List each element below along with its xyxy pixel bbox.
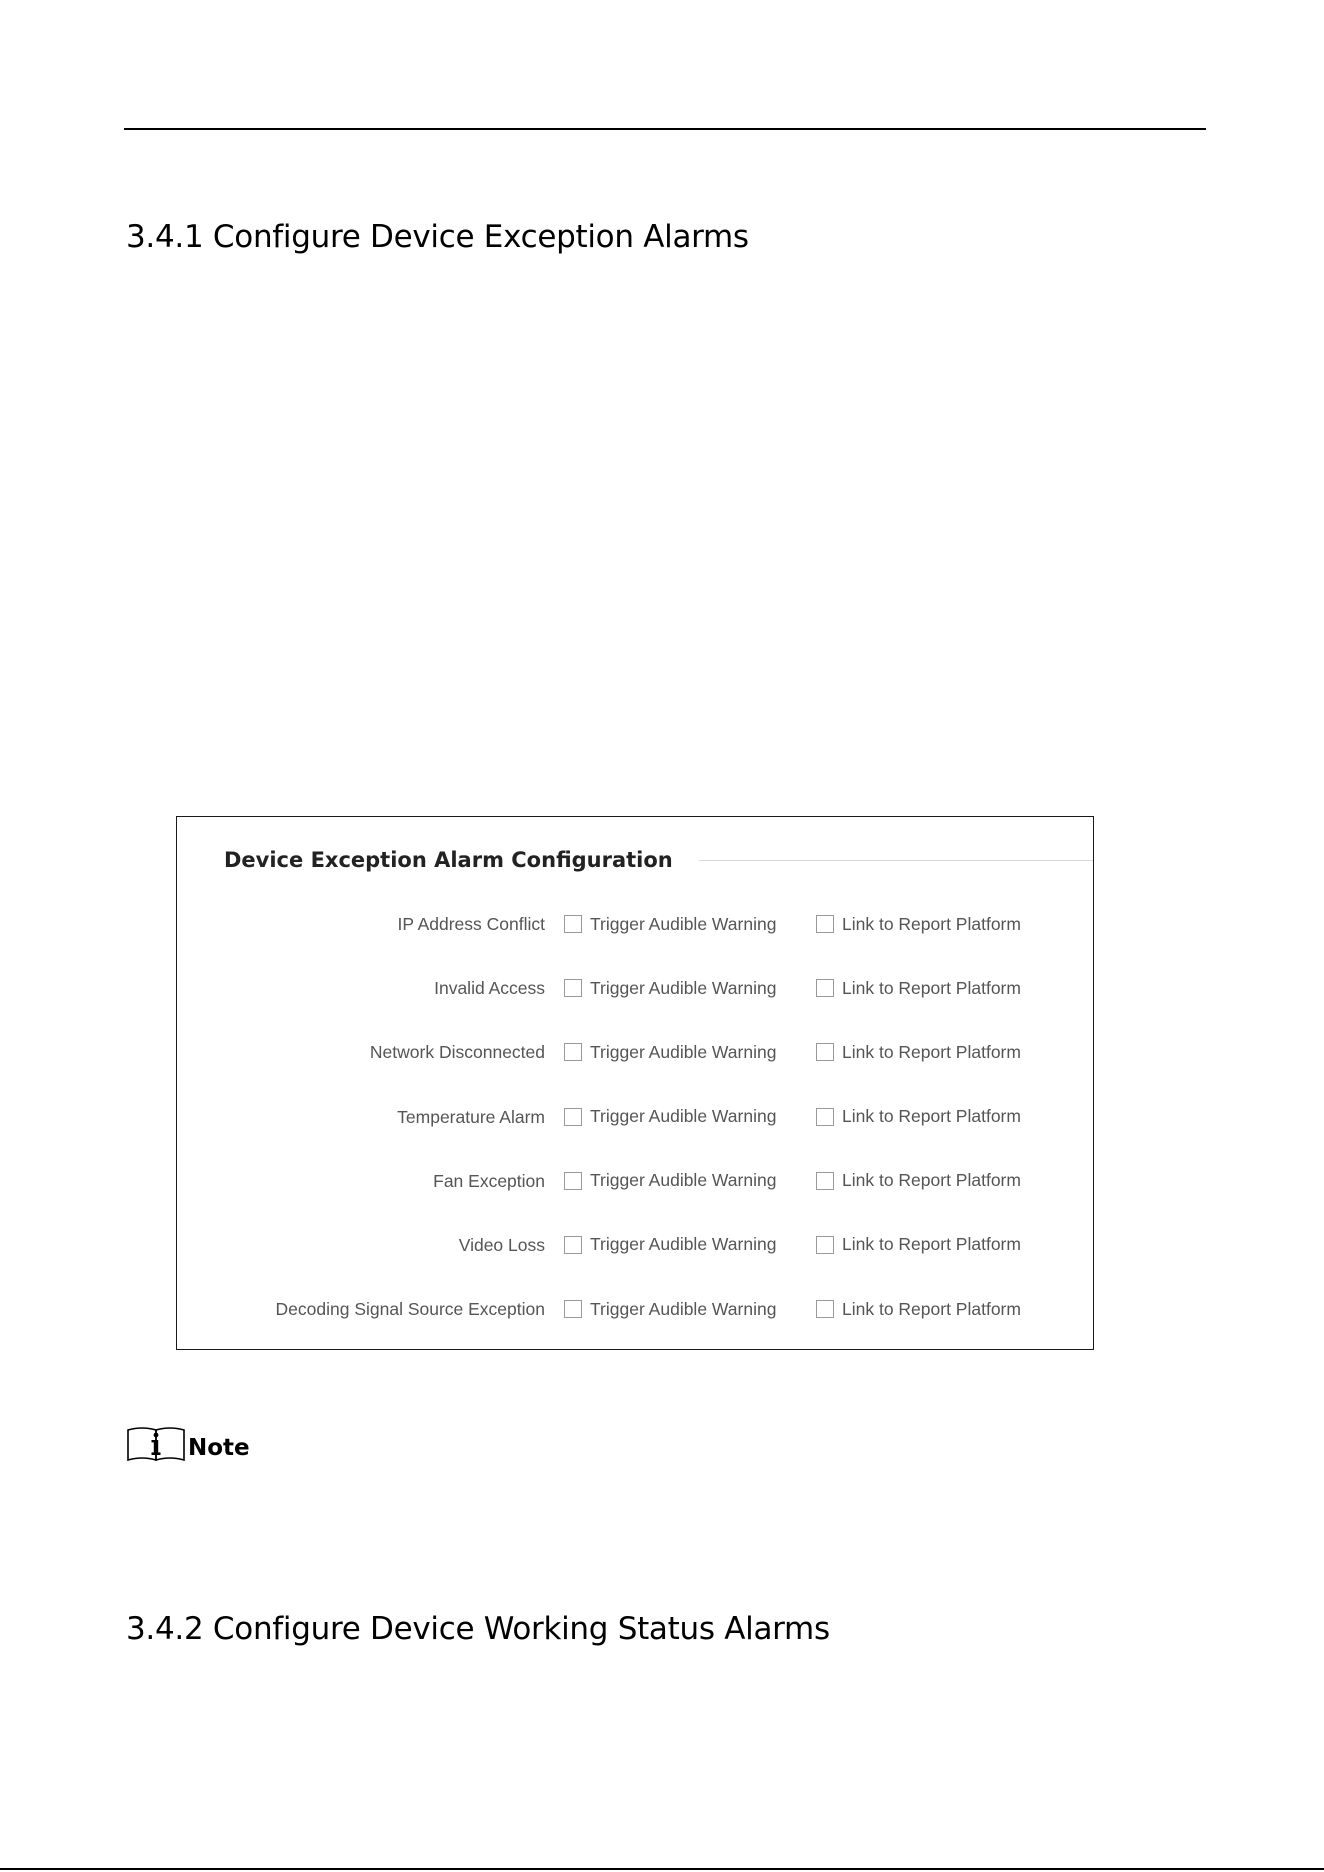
link-to-report-platform-label: Link to Report Platform	[842, 1234, 1021, 1255]
trigger-audible-warning-checkbox[interactable]	[564, 1108, 582, 1126]
alarm-label: Fan Exception	[433, 1170, 545, 1191]
alarm-list	[177, 913, 1093, 1362]
panel-title: Device Exception Alarm Configuration	[224, 848, 673, 872]
link-to-report-platform-option[interactable]	[816, 1170, 1021, 1192]
trigger-audible-warning-checkbox[interactable]	[564, 1172, 582, 1190]
link-to-report-platform-option[interactable]	[816, 1106, 1021, 1128]
header-rule	[124, 128, 1206, 130]
trigger-audible-warning-checkbox[interactable]	[564, 979, 582, 997]
link-to-report-platform-checkbox[interactable]	[816, 1300, 834, 1318]
trigger-audible-warning-label: Trigger Audible Warning	[590, 1234, 777, 1255]
trigger-audible-warning-checkbox[interactable]	[564, 1300, 582, 1318]
info-book-icon	[126, 1424, 186, 1464]
trigger-audible-warning-label: Trigger Audible Warning	[590, 1170, 777, 1191]
trigger-audible-warning-option[interactable]	[564, 1298, 776, 1320]
link-to-report-platform-option[interactable]	[816, 1234, 1021, 1256]
trigger-audible-warning-checkbox[interactable]	[564, 1236, 582, 1254]
trigger-audible-warning-option[interactable]	[564, 977, 776, 999]
trigger-audible-warning-checkbox[interactable]	[564, 915, 582, 933]
link-to-report-platform-checkbox[interactable]	[816, 1236, 834, 1254]
link-to-report-platform-option[interactable]	[816, 913, 1021, 935]
alarm-label: Network Disconnected	[369, 1042, 545, 1063]
link-to-report-platform-option[interactable]	[816, 977, 1021, 999]
trigger-audible-warning-option[interactable]	[564, 1041, 776, 1063]
alarm-label: Video Loss	[458, 1234, 545, 1255]
link-to-report-platform-option[interactable]	[816, 1041, 1021, 1063]
section-heading-device-working-status: 3.4.2 Configure Device Working Status Alarms	[126, 1610, 830, 1647]
alarm-row-network-disconnected	[177, 1041, 1093, 1105]
note-block	[126, 1424, 250, 1464]
trigger-audible-warning-label: Trigger Audible Warning	[590, 977, 777, 998]
panel-title-divider	[699, 860, 1093, 861]
link-to-report-platform-checkbox[interactable]	[816, 915, 834, 933]
link-to-report-platform-label: Link to Report Platform	[842, 913, 1021, 934]
link-to-report-platform-checkbox[interactable]	[816, 1043, 834, 1061]
link-to-report-platform-option[interactable]	[816, 1298, 1021, 1320]
alarm-row-video-loss	[177, 1234, 1093, 1298]
alarm-row-invalid-access	[177, 977, 1093, 1041]
link-to-report-platform-label: Link to Report Platform	[842, 977, 1021, 998]
section-heading-device-exception: 3.4.1 Configure Device Exception Alarms	[126, 218, 749, 255]
trigger-audible-warning-checkbox[interactable]	[564, 1043, 582, 1061]
link-to-report-platform-label: Link to Report Platform	[842, 1041, 1021, 1062]
trigger-audible-warning-option[interactable]	[564, 1106, 776, 1128]
trigger-audible-warning-label: Trigger Audible Warning	[590, 1106, 777, 1127]
link-to-report-platform-checkbox[interactable]	[816, 1172, 834, 1190]
trigger-audible-warning-option[interactable]	[564, 1234, 776, 1256]
alarm-row-temperature-alarm	[177, 1106, 1093, 1170]
alarm-label: IP Address Conflict	[397, 914, 545, 934]
alarm-label: Temperature Alarm	[397, 1106, 545, 1127]
panel-header	[224, 845, 1093, 875]
trigger-audible-warning-option[interactable]	[564, 1170, 776, 1192]
note-label: Note	[188, 1435, 250, 1461]
trigger-audible-warning-label: Trigger Audible Warning	[590, 913, 777, 934]
alarm-row-fan-exception	[177, 1170, 1093, 1234]
device-exception-screenshot	[176, 816, 1094, 1350]
alarm-label: Invalid Access	[434, 978, 545, 999]
link-to-report-platform-checkbox[interactable]	[816, 1108, 834, 1126]
trigger-audible-warning-label: Trigger Audible Warning	[590, 1041, 777, 1062]
alarm-label: Decoding Signal Source Exception	[275, 1299, 545, 1320]
link-to-report-platform-checkbox[interactable]	[816, 979, 834, 997]
alarm-row-decoding-signal-source-exception	[177, 1298, 1093, 1362]
trigger-audible-warning-option[interactable]	[564, 913, 776, 935]
link-to-report-platform-label: Link to Report Platform	[842, 1170, 1021, 1191]
alarm-row-ip-address-conflict	[177, 913, 1093, 977]
link-to-report-platform-label: Link to Report Platform	[842, 1298, 1021, 1319]
trigger-audible-warning-label: Trigger Audible Warning	[590, 1298, 777, 1319]
footer-rule	[0, 1868, 1324, 1870]
link-to-report-platform-label: Link to Report Platform	[842, 1106, 1021, 1127]
